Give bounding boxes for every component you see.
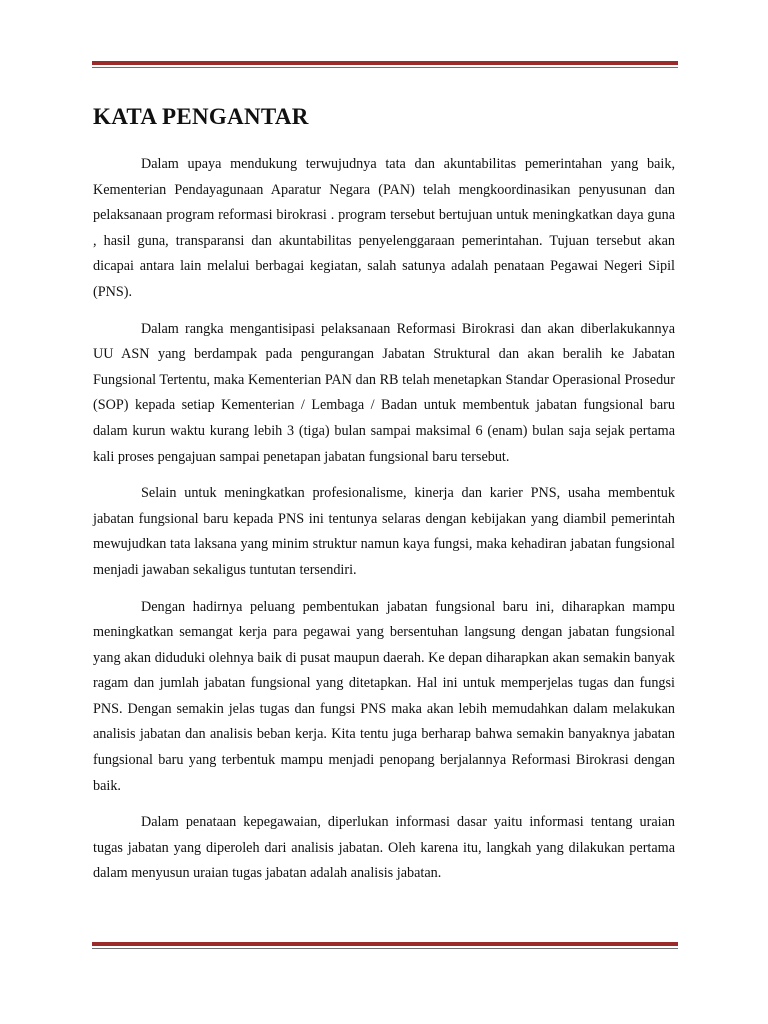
paragraph-4: Dengan hadirnya peluang pembentukan jabatan fungsional baru ini, diharapkan mampu meningkatkan semangat kerja para pegawai yang bersentuhan langsung dengan jabatan fungsional yang akan diduduki olehnya baik di pusat maupun daerah. Ke depan diharapkan akan semakin banyak ragam dan jumlah jabatan fungsional yang ditetapkan. Hal ini untuk memperjelas tugas dan fungsi PNS. Dengan semakin jelas tugas dan fungsi PNS maka akan lebih memudahkan dalam melakukan analisis jabatan dan analisis beban kerja. Kita tentu juga berharap bahwa semakin banyaknya jabatan fungsional baru yang terbentuk mampu menjadi penopang berjalannya Reformasi Birokrasi dengan baik. [93,598,675,794]
header-rule [92,61,678,68]
page-body [93,100,675,898]
paragraph-2: Dalam rangka mengantisipasi pelaksanaan Reformasi Birokrasi dan akan diberlakukannya UU ASN yang berdampak pada pengurangan Jabatan Struktural dan akan beralih ke Jabatan Fungsional Tertentu, maka Kementerian PAN dan RB telah menetapkan Standar Operasional Prosedur (SOP) kepada setiap Kementerian / Lembaga / Badan untuk membentuk jabatan fungsional baru dalam kurun waktu kurang lebih 3 (tiga) bulan sampai maksimal 6 (enam) bulan saja sejak pertama kali proses pengajuan sampai penetapan jabatan fungsional baru tersebut. [93,320,675,465]
paragraph-1: Dalam upaya mendukung terwujudnya tata dan akuntabilitas pemerintahan yang baik, Kementerian Pendayagunaan Aparatur Negara (PAN) telah mengkoordinasikan penyusunan dan pelaksanaan program reformasi birokrasi . program tersebut bertujuan untuk meningkatkan daya guna , hasil guna, transparansi dan akuntabilitas penyelenggaraan pemerintahan. Tujuan tersebut akan dicapai antara lain melalui berbagai kegiatan, salah satunya adalah penataan Pegawai Negeri Sipil (PNS). [93,156,675,300]
footer-rule-thick [92,942,678,946]
page-title: KATA PENGANTAR [93,104,309,129]
header-rule-thin [92,67,678,68]
footer-rule [92,942,678,949]
header-rule-thick [92,61,678,65]
paragraph-3: Selain untuk meningkatkan profesionalisme, kinerja dan karier PNS, usaha membentuk jabatan fungsional baru kepada PNS ini tentunya selaras dengan kebijakan yang diambil pemerintah mewujudkan tata laksana yang minim struktur namun kaya fungsi, maka kehadiran jabatan fungsional menjadi jawaban sekaligus tuntutan tersendiri. [93,485,675,578]
footer-rule-thin [92,948,678,949]
paragraph-5: Dalam penataan kepegawaian, diperlukan informasi dasar yaitu informasi tentang uraian tugas jabatan yang diperoleh dari analisis jabatan. Oleh karena itu, langkah yang dilakukan pertama dalam menyusun uraian tugas jabatan adalah analisis jabatan. [93,814,675,882]
